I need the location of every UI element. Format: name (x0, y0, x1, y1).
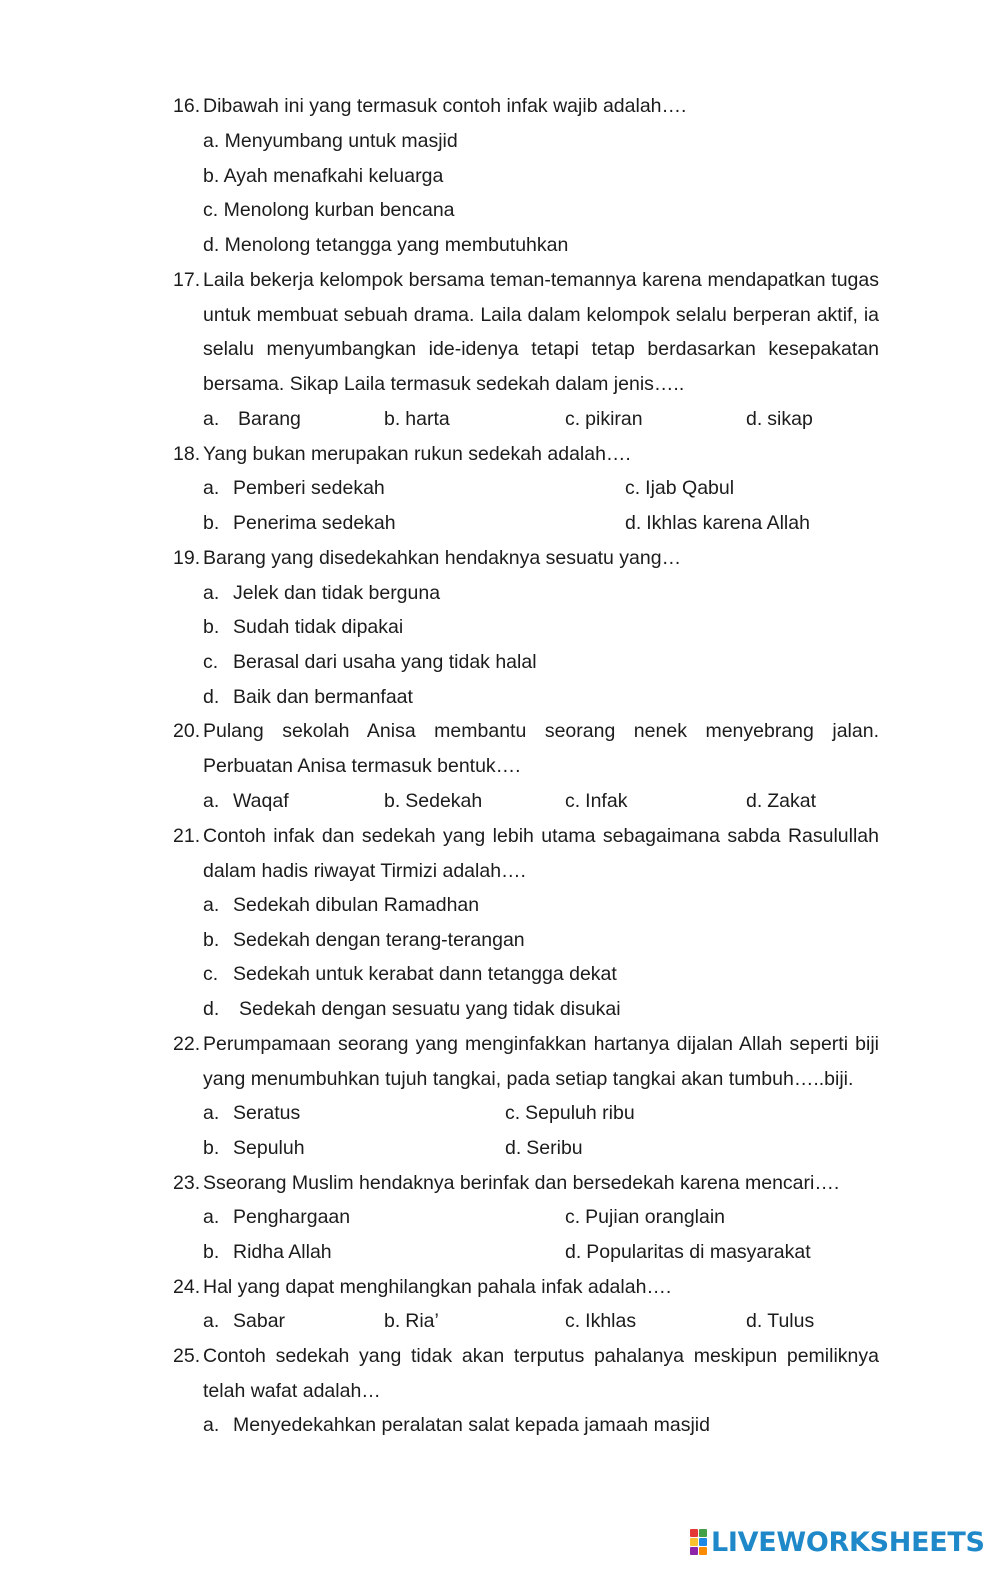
option-text: Sudah tidak dipakai (233, 616, 404, 638)
option-text: Sedekah dibulan Ramadhan (233, 894, 480, 916)
option-letter: b. (384, 1310, 401, 1332)
option-letter: a. (203, 582, 220, 604)
question-number: 20. (173, 720, 201, 742)
option-20b[interactable] (384, 784, 482, 819)
option-22b[interactable] (203, 1131, 305, 1166)
option-text: Sedekah dengan sesuatu yang tidak disukai (239, 998, 621, 1020)
question-number: 21. (173, 825, 201, 847)
option-text: Seratus (233, 1102, 301, 1124)
question-24 (173, 1270, 879, 1305)
question-23 (173, 1166, 879, 1201)
question-number: 18. (173, 443, 201, 465)
option-21a[interactable] (203, 888, 479, 923)
option-text: Tulus (767, 1310, 815, 1332)
option-22c[interactable] (505, 1096, 635, 1131)
question-text: Contoh sedekah yang tidak akan terputus pahalanya meskipun pemiliknya telah wafat adalah… (203, 1345, 879, 1402)
option-letter: b. (203, 512, 220, 534)
option-18a[interactable] (203, 471, 385, 506)
option-16c[interactable]: c. Menolong kurban bencana (203, 199, 455, 221)
option-21b[interactable] (203, 923, 525, 958)
option-text: Menyedekahkan peralatan salat kepada jamaah masjid (233, 1414, 710, 1436)
option-letter: c. (565, 1206, 581, 1228)
option-24d[interactable] (746, 1304, 814, 1339)
option-24a[interactable] (203, 1304, 285, 1339)
option-letter: c. (203, 963, 219, 985)
option-letter: d. (203, 686, 220, 708)
option-text: sikap (767, 408, 813, 430)
option-letter: a. (203, 1414, 220, 1436)
option-17a[interactable] (203, 402, 301, 437)
option-19b[interactable] (203, 610, 403, 645)
option-20a[interactable] (203, 784, 289, 819)
question-25 (173, 1339, 879, 1408)
option-letter: a. (203, 1310, 220, 1332)
question-21 (173, 819, 879, 888)
option-text: Baik dan bermanfaat (233, 686, 413, 708)
option-24b[interactable] (384, 1304, 439, 1339)
question-text: Pulang sekolah Anisa membantu seorang nenek menyebrang jalan. Perbuatan Anisa termasuk bentuk…. (203, 720, 879, 777)
option-letter: b. (203, 1241, 220, 1263)
option-letter: b. (203, 929, 220, 951)
option-text: Sepuluh (233, 1137, 305, 1159)
option-23d[interactable] (565, 1235, 811, 1270)
option-text: Berasal dari usaha yang tidak halal (233, 651, 537, 673)
question-number: 17. (173, 269, 201, 291)
question-text: Laila bekerja kelompok bersama teman-temannya karena mendapatkan tugas untuk membuat sebuah drama. Laila dalam kelompok selalu berperan aktif, ia selalu menyumbangkan ide-idenya tetapi tetap berdasarkan kesepakatan bersama. Sikap Laila termasuk sedekah dalam jenis….. (203, 269, 879, 396)
option-text: Sedekah untuk kerabat dann tetangga dekat (233, 963, 617, 985)
option-19d[interactable] (203, 680, 413, 715)
option-23a[interactable] (203, 1200, 350, 1235)
option-text: Ijab Qabul (645, 477, 735, 499)
option-letter: c. (203, 651, 219, 673)
option-letter: c. (565, 790, 581, 812)
option-text: Pemberi sedekah (233, 477, 385, 499)
option-text: Pujian oranglain (585, 1206, 726, 1228)
option-18c[interactable] (625, 471, 734, 506)
logo-mark-icon (690, 1529, 707, 1555)
option-22a[interactable] (203, 1096, 300, 1131)
question-text: Hal yang dapat menghilangkan pahala infak adalah…. (203, 1276, 672, 1298)
option-16b[interactable]: b. Ayah menafkahi keluarga (203, 165, 444, 187)
question-number: 22. (173, 1033, 201, 1055)
question-number: 16. (173, 95, 201, 117)
option-text: Waqaf (233, 790, 289, 812)
option-17d[interactable] (746, 402, 813, 437)
option-letter: c. (565, 408, 581, 430)
option-letter: c. (565, 1310, 581, 1332)
option-text: Sedekah (405, 790, 483, 812)
question-22 (173, 1027, 879, 1096)
logo-text: LIVEWORKSHEETS (711, 1526, 985, 1558)
question-text: Dibawah ini yang termasuk contoh infak wajib adalah…. (203, 95, 687, 117)
question-16 (173, 89, 879, 124)
option-text: Jelek dan tidak berguna (233, 582, 441, 604)
option-letter: c. (625, 477, 641, 499)
option-letter: b. (384, 408, 401, 430)
option-letter: d. (203, 998, 220, 1020)
option-letter: d. (746, 408, 763, 430)
question-number: 24. (173, 1276, 201, 1298)
question-text: Contoh infak dan sedekah yang lebih utama sebagaimana sabda Rasulullah dalam hadis riwayat Tirmizi adalah…. (203, 825, 879, 882)
question-text: Yang bukan merupakan rukun sedekah adalah…. (203, 443, 631, 465)
question-number: 23. (173, 1172, 201, 1194)
option-16d[interactable]: d. Menolong tetangga yang membutuhkan (203, 234, 569, 256)
option-text: Ria’ (405, 1310, 439, 1332)
option-text: Infak (585, 790, 628, 812)
option-letter: a. (203, 1102, 220, 1124)
option-letter: d. (565, 1241, 582, 1263)
option-letter: d. (625, 512, 642, 534)
option-text: Ikhlas karena Allah (646, 512, 810, 534)
option-text: Ikhlas (585, 1310, 637, 1332)
option-text: Barang (238, 408, 301, 430)
option-25a[interactable] (203, 1408, 710, 1443)
option-text: Sabar (233, 1310, 286, 1332)
option-20d[interactable] (746, 784, 816, 819)
option-18b[interactable] (203, 506, 396, 541)
question-text: Sseorang Muslim hendaknya berinfak dan bersedekah karena mencari…. (203, 1172, 840, 1194)
option-text: Sepuluh ribu (525, 1102, 635, 1124)
option-text: harta (405, 408, 450, 430)
option-20c[interactable] (565, 784, 627, 819)
question-number: 25. (173, 1345, 201, 1367)
question-18 (173, 437, 879, 472)
option-letter: d. (746, 1310, 763, 1332)
option-text: Ridha Allah (233, 1241, 332, 1263)
liveworksheets-logo (690, 1527, 985, 1557)
question-20 (173, 714, 879, 783)
option-22d[interactable] (505, 1131, 583, 1166)
question-19 (173, 541, 879, 576)
option-text: Zakat (767, 790, 817, 812)
question-17 (173, 263, 879, 402)
option-letter: a. (203, 1206, 220, 1228)
option-letter: a. (203, 790, 220, 812)
option-23b[interactable] (203, 1235, 332, 1270)
option-24c[interactable] (565, 1304, 636, 1339)
option-letter: d. (746, 790, 763, 812)
option-text: pikiran (585, 408, 643, 430)
option-21c[interactable] (203, 957, 617, 992)
question-text: Barang yang disedekahkan hendaknya sesuatu yang… (203, 547, 682, 569)
option-letter: c. (505, 1102, 521, 1124)
option-letter: a. (203, 477, 220, 499)
option-17c[interactable] (565, 402, 643, 437)
option-23c[interactable] (565, 1200, 725, 1235)
question-number: 19. (173, 547, 201, 569)
option-letter: b. (203, 1137, 220, 1159)
option-letter: d. (505, 1137, 522, 1159)
question-text: Perumpamaan seorang yang menginfakkan hartanya dijalan Allah seperti biji yang menumbuhkan tujuh tangkai, pada setiap tangkai akan tumbuh…..biji. (203, 1033, 879, 1090)
option-text: Penerima sedekah (233, 512, 396, 534)
option-16a[interactable]: a. Menyumbang untuk masjid (203, 130, 458, 152)
option-19c[interactable] (203, 645, 537, 680)
option-letter: b. (384, 790, 401, 812)
option-21d[interactable] (203, 992, 621, 1027)
option-text: Seribu (526, 1137, 583, 1159)
option-text: Popularitas di masyarakat (586, 1241, 811, 1263)
option-17b[interactable] (384, 402, 450, 437)
option-letter: a. (203, 408, 220, 430)
option-18d[interactable] (625, 506, 810, 541)
option-text: Penghargaan (233, 1206, 351, 1228)
option-letter: b. (203, 616, 220, 638)
option-text: Sedekah dengan terang-terangan (233, 929, 525, 951)
option-letter: a. (203, 894, 220, 916)
option-19a[interactable] (203, 576, 440, 611)
